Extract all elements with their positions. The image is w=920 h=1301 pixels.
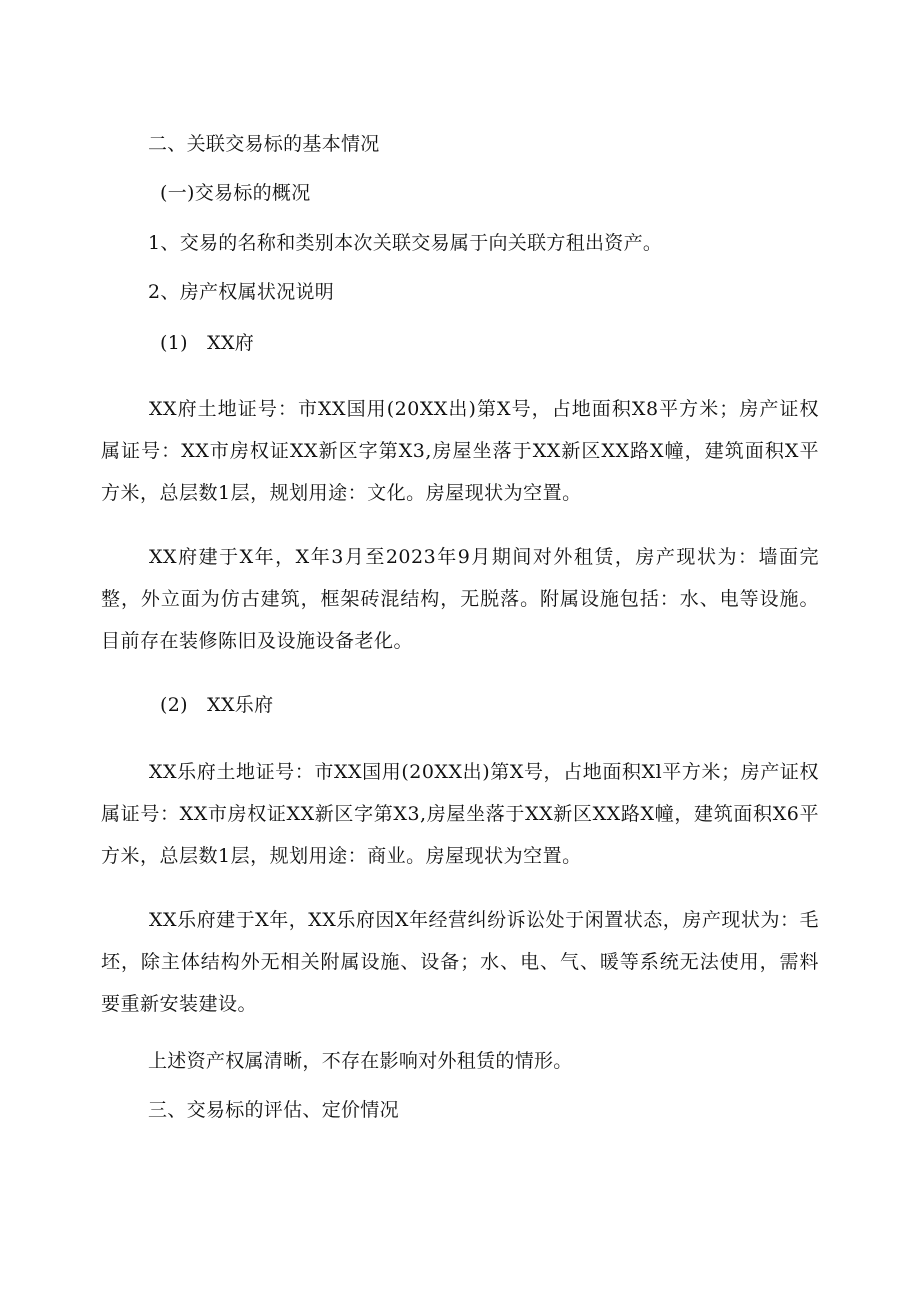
section-heading-3: 三、交易标的评估、定价情况 [148,1099,399,1121]
subsection-heading-overview: (一)交易标的概况 [160,182,311,204]
property-1-certificate-paragraph: XX府土地证号：市XX国用(20XX出)第X号，占地面积X8平方米；房产证权属证号：XX市房权证XX新区字第X3,房屋坐落于XX新区XX路X幢，建筑面积X平方米，总层数1层，规划用途：文化。房屋现状为空置。 [101,398,819,504]
property-2-title: (2) XX乐府 [160,694,274,716]
section-heading-2: 二、关联交易标的基本情况 [148,133,380,155]
property-2-status-paragraph: XX乐府建于X年，XX乐府因X年经营纠纷诉讼处于闲置状态，房产现状为：毛坯，除主体结构外无相关附属设施、设备；水、电、气、暖等系统无法使用，需料要重新安装建设。 [101,909,819,1015]
conclusion-paragraph: 上述资产权属清晰，不存在影响对外租赁的情形。 [148,1050,573,1072]
property-1-title: (1) XX府 [160,332,255,354]
property-2-certificate-paragraph: XX乐府土地证号：市XX国用(20XX出)第X号，占地面积Xl平方米；房产证权属证号：XX市房权证XX新区字第X3,房屋坐落于XX新区XX路X幢，建筑面积X6平方米，总层数1层，规划用途：商业。房屋现状为空置。 [101,761,819,867]
property-1-status-paragraph: XX府建于X年，X年3月至2023年9月期间对外租赁，房产现状为：墙面完整，外立面为仿古建筑，框架砖混结构，无脱落。附属设施包括：水、电等设施。目前存在装修陈旧及设施设备老化。 [101,546,819,652]
item-transaction-type: 1、交易的名称和类别本次关联交易属于向关联方租出资产。 [148,232,663,254]
item-ownership-heading: 2、房产权属状况说明 [148,281,335,303]
